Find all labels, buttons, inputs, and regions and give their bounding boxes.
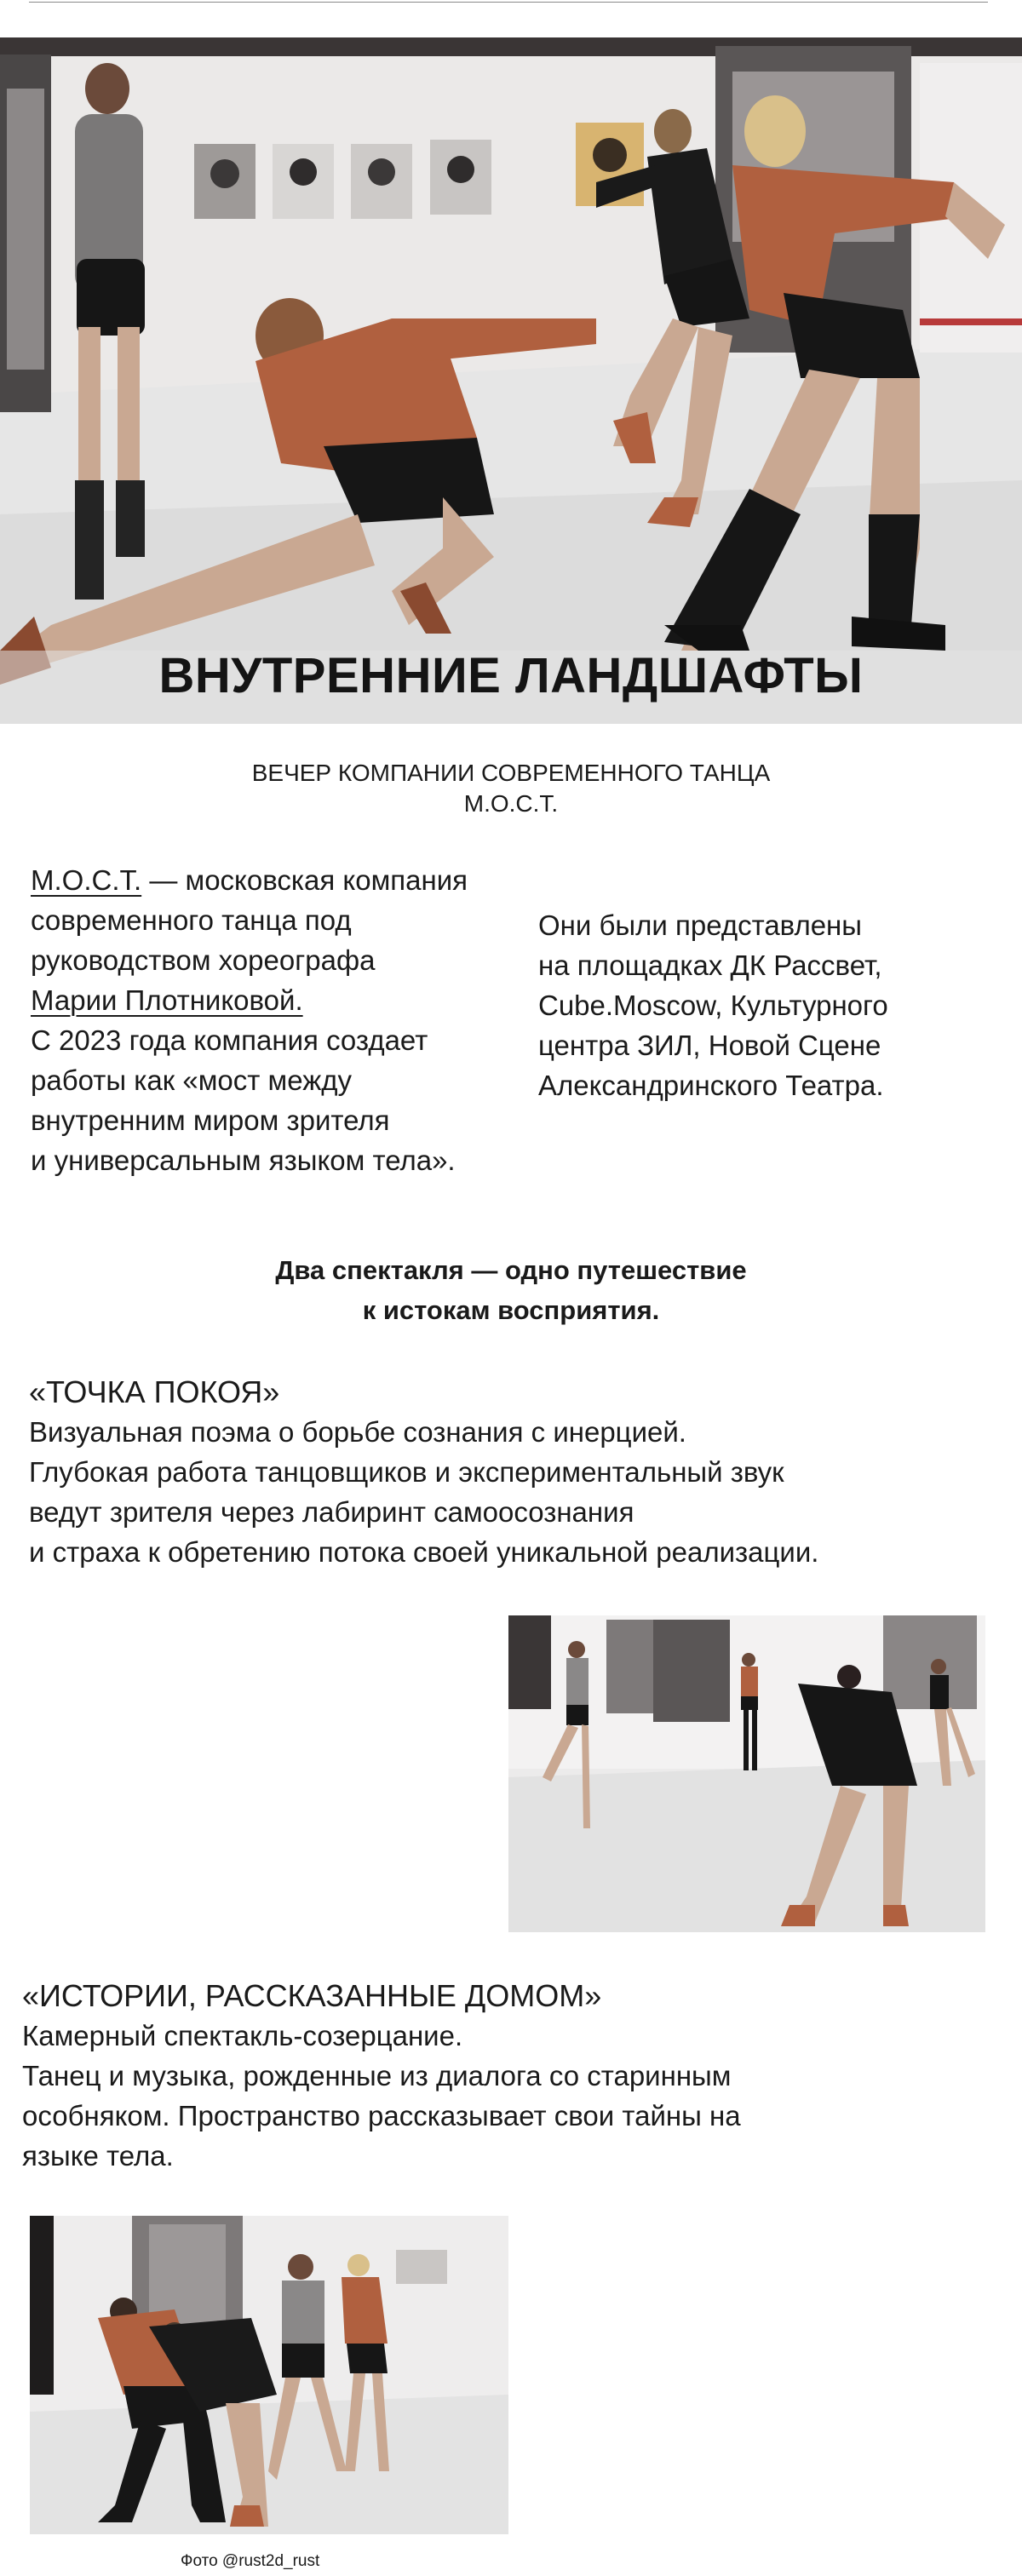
show-1-line-4: и страха к обретению потока своей уникальной реализации. xyxy=(29,1536,819,1568)
intro-left-line-1: — московская компания xyxy=(141,864,468,896)
intro-left-line-8: и универсальным языком тела». xyxy=(31,1145,456,1176)
photo-credit: Фото @rust2d_rust xyxy=(181,2552,320,2570)
show-1-section xyxy=(29,1372,1008,1572)
show-1-title: «ТОЧКА ПОКОЯ» xyxy=(29,1374,280,1409)
show-2-line-3: особняком. Пространство рассказывает свои тайны на xyxy=(22,2100,741,2131)
show-2-title: «ИСТОРИИ, РАССКАЗАННЫЕ ДОМОМ» xyxy=(22,1978,602,2013)
subtitle-line-2: М.О.С.Т. xyxy=(463,790,559,817)
show-2-section xyxy=(22,1976,1002,2176)
hero-photo xyxy=(0,37,1022,724)
show-2-line-4: языке тела. xyxy=(22,2140,174,2172)
tagline xyxy=(0,1250,1022,1330)
show-1-photo xyxy=(508,1615,985,1932)
choreographer-link[interactable]: Марии Плотниковой. xyxy=(31,984,303,1016)
intro-right-paragraph xyxy=(538,905,998,1105)
event-subtitle xyxy=(0,758,1022,819)
intro-right-line-5: Александринского Театра. xyxy=(538,1070,884,1101)
show-2-line-1: Камерный спектакль-созерцание. xyxy=(22,2020,463,2051)
intro-right-line-1: Они были представлены xyxy=(538,909,862,941)
intro-left-line-5: С 2023 года компания создает xyxy=(31,1024,428,1056)
tagline-line-2: к истокам восприятия. xyxy=(362,1295,660,1325)
show-2-photo xyxy=(30,2216,508,2534)
show-1-line-2: Глубокая работа танцовщиков и экспериментальный звук xyxy=(29,1456,784,1488)
company-link[interactable]: М.О.С.Т. xyxy=(31,864,142,896)
hero-title: ВНУТРЕННИЕ ЛАНДШАФТЫ xyxy=(158,648,864,703)
intro-right-line-3: Cube.Moscow, Культурного xyxy=(538,990,888,1021)
intro-left-line-2: современного танца под xyxy=(31,904,352,936)
intro-left-line-7: внутренним миром зрителя xyxy=(31,1104,390,1136)
intro-left-line-6: работы как «мост между xyxy=(31,1064,353,1096)
top-divider xyxy=(29,2,988,3)
tagline-line-1: Два спектакля — одно путешествие xyxy=(275,1255,747,1285)
intro-right-line-2: на площадках ДК Рассвет, xyxy=(538,950,882,981)
show-1-line-1: Визуальная поэма о борьбе сознания с инерцией. xyxy=(29,1416,686,1448)
intro-left-paragraph xyxy=(31,860,525,1180)
subtitle-line-1: ВЕЧЕР КОМПАНИИ СОВРЕМЕННОГО ТАНЦА xyxy=(251,760,771,786)
intro-left-line-3: руководством хореографа xyxy=(31,944,376,976)
show-1-line-3: ведут зрителя через лабиринт самоосознания xyxy=(29,1496,634,1528)
show-2-line-2: Танец и музыка, рожденные из диалога со старинным xyxy=(22,2060,732,2091)
intro-right-line-4: центра ЗИЛ, Новой Сцене xyxy=(538,1030,881,1061)
